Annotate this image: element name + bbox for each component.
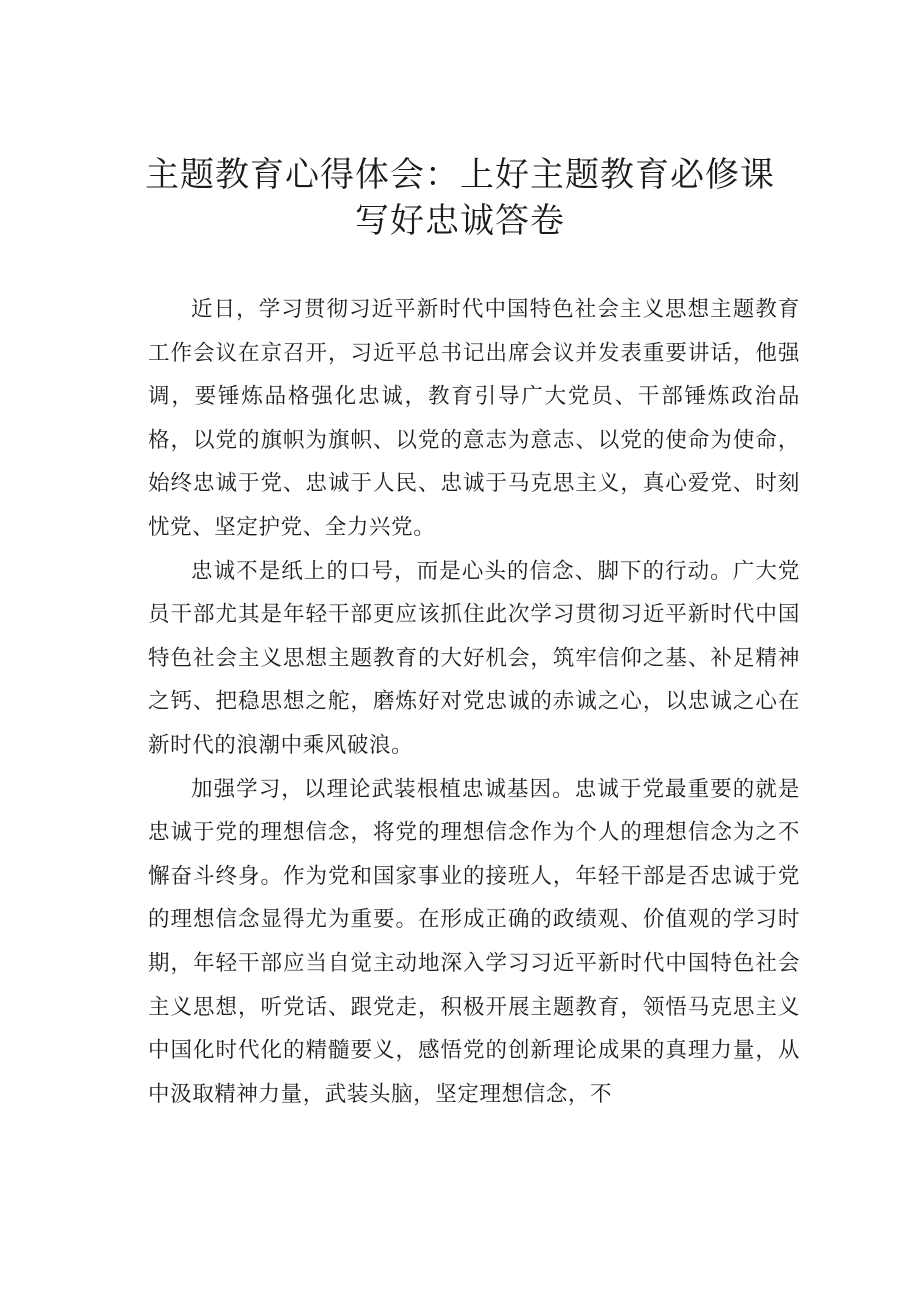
paragraph-2: 忠诚不是纸上的口号，而是心头的信念、脚下的行动。广大党员干部尤其是年轻干部更应该抓住此次学习贯彻习近平新时代中国特色社会主义思想主题教育的大好机会，筑牢信仰之基、补足精神之钙、把稳思想之舵，磨炼好对党忠诚的赤诚之心，以忠诚之心在新时代的浪潮中乘风破浪。: [148, 558, 800, 758]
title-line-2: 写好忠诚答卷: [355, 201, 565, 241]
paragraph-1: 近日，学习贯彻习近平新时代中国特色社会主义思想主题教育工作会议在京召开，习近平总书记出席会议并发表重要讲话，他强调，要锤炼品格强化忠诚，教育引导广大党员、干部锤炼政治品格，以党的旗帜为旗帜、以党的意志为意志、以党的使命为使命，始终忠诚于党、忠诚于人民、忠诚于马克思主义，真心爱党、时刻忧党、坚定护党、全力兴党。: [148, 297, 800, 540]
document-title: [110, 152, 810, 244]
title-line-1: 主题教育心得体会：上好主题教育必修课: [145, 155, 775, 195]
document-body: [148, 288, 800, 1116]
paragraph-3: 加强学习，以理论武装根植忠诚基因。忠诚于党最重要的就是忠诚于党的理想信念，将党的理想信念作为个人的理想信念为之不懈奋斗终身。作为党和国家事业的接班人，年轻干部是否忠诚于党的理想信念显得尤为重要。在形成正确的政绩观、价值观的学习时期，年轻干部应当自觉主动地深入学习习近平新时代中国特色社会主义思想，听党话、跟党走，积极开展主题教育，领悟马克思主义中国化时代化的精髓要义，感悟党的创新理论成果的真理力量，从中汲取精神力量，武装头脑，坚定理想信念，不: [148, 776, 800, 1107]
